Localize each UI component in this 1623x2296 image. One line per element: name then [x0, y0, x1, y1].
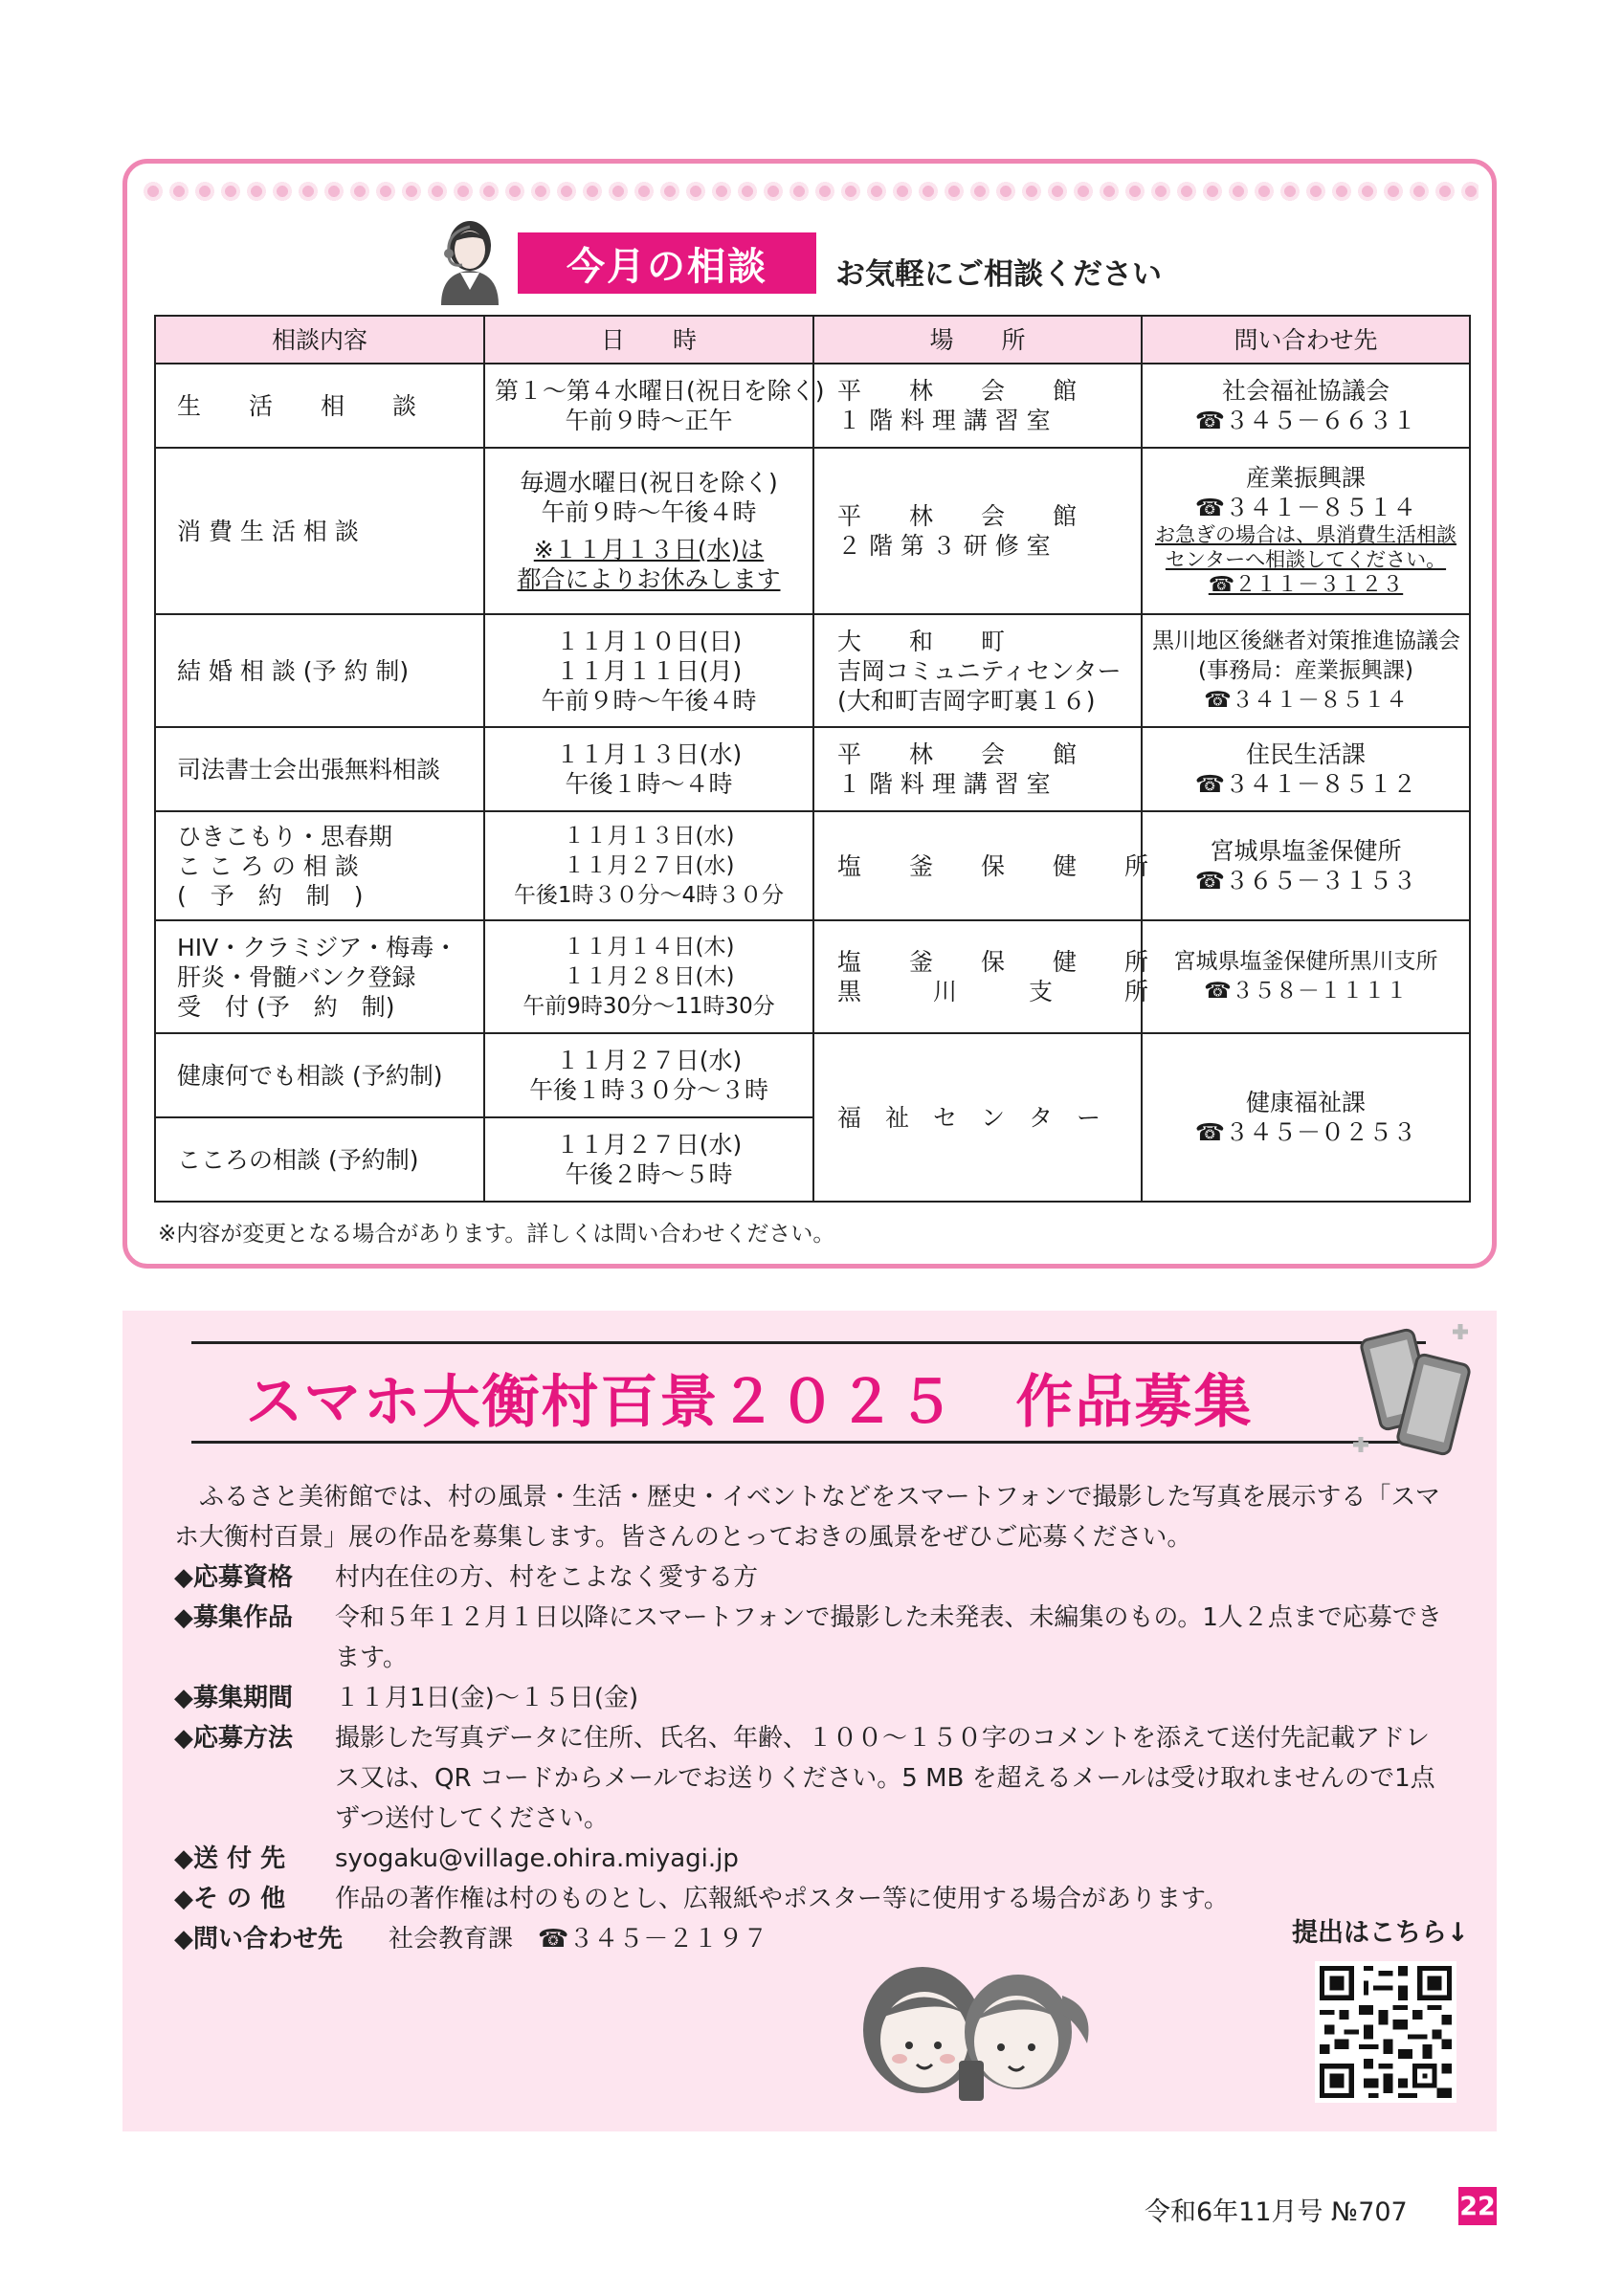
cell-place-merged: 福 祉 セ ン タ ー	[813, 1033, 1142, 1202]
table-row	[155, 1033, 1470, 1117]
submit-label: 提出はこちら↓	[1292, 1918, 1469, 1948]
header-content: 相談内容	[155, 316, 484, 364]
title-rule-top	[191, 1341, 1426, 1344]
table-row	[155, 448, 1470, 614]
email-link[interactable]: syogaku@village.ohira.miyagi.jp	[335, 1844, 739, 1873]
cell-datetime: １１月２７日(水) 午後１時３０分～３時	[484, 1033, 813, 1117]
table-row	[155, 364, 1470, 448]
consultation-box	[122, 159, 1497, 1269]
cell-content: ひきこもり・思春期 こ こ ろ の 相 談 ( 予 約 制 )	[155, 811, 484, 920]
operator-icon	[432, 213, 508, 305]
cell-datetime: １１月１０日(日) １１月１１日(月) 午前９時～午後４時	[484, 614, 813, 727]
consultation-note: ※内容が変更となる場合があります。詳しくは問い合わせください。	[158, 1222, 835, 1247]
cell-contact: 宮城県塩釜保健所 ☎３６５－３１５３	[1142, 811, 1470, 920]
cell-content: 生 活 相 談	[155, 364, 484, 448]
table-header-row	[155, 316, 1470, 364]
qr-code[interactable]	[1315, 1961, 1456, 2103]
cell-datetime: １１月２７日(水) 午後２時～５時	[484, 1117, 813, 1202]
cell-contact-merged: 健康福祉課 ☎３４５－０２５３	[1142, 1033, 1470, 1202]
cell-place: 平 林 会 館 １ 階 料 理 講 習 室	[813, 727, 1142, 811]
cell-datetime: １１月１４日(木) １１月２８日(木) 午前9時30分～11時30分	[484, 920, 813, 1033]
cell-contact: 黒川地区後継者対策推進協議会 (事務局：産業振興課) ☎３４１－８５１４	[1142, 614, 1470, 727]
smartphones-icon	[1347, 1314, 1491, 1468]
children-with-phone-icon	[836, 1957, 1104, 2101]
cell-contact: 産業振興課 ☎３４１－８５１４ お急ぎの場合は、県消費生活相談 センターへ相談してください。 ☎２１１－３１２３	[1142, 448, 1470, 614]
title-rule-bottom	[191, 1441, 1426, 1444]
cell-datetime: １１月１３日(水) １１月２７日(水) 午後1時３０分～4時３０分	[484, 811, 813, 920]
cell-place: 塩 釜 保 健 所 黒 川 支 所	[813, 920, 1142, 1033]
cell-place: 平 林 会 館 １ 階 料 理 講 習 室	[813, 364, 1142, 448]
cell-content: 結 婚 相 談 (予 約 制)	[155, 614, 484, 727]
consultation-title: 今月の相談	[518, 232, 816, 294]
consultation-table	[154, 315, 1471, 1203]
header-datetime: 日 時	[484, 316, 813, 364]
cell-contact: 宮城県塩釜保健所黒川支所 ☎３５８－１１１１	[1142, 920, 1470, 1033]
issue-info: 令和6年11月号 №707	[1145, 2197, 1408, 2227]
cell-contact: 社会福祉協議会 ☎３４５－６６３１	[1142, 364, 1470, 448]
cell-place: 平 林 会 館 ２ 階 第 ３ 研 修 室	[813, 448, 1142, 614]
header-place: 場 所	[813, 316, 1142, 364]
cell-content: こころの相談 (予約制)	[155, 1117, 484, 1202]
contest-title: スマホ大衡村百景２０２５ 作品募集	[245, 1369, 1254, 1436]
cell-content: 司法書士会出張無料相談	[155, 727, 484, 811]
table-row	[155, 920, 1470, 1033]
cell-content: 消 費 生 活 相 談	[155, 448, 484, 614]
header-contact: 問い合わせ先	[1142, 316, 1470, 364]
cell-content: HIV・クラミジア・梅毒・ 肝炎・骨髄バンク登録 受 付 (予 約 制)	[155, 920, 484, 1033]
cell-place: 大 和 町 吉岡コミュニティセンター (大和町吉岡字町裏１６)	[813, 614, 1142, 727]
cell-place: 塩 釜 保 健 所	[813, 811, 1142, 920]
page-number: 22	[1458, 2187, 1497, 2225]
photo-contest-section: スマホ大衡村百景２０２５ 作品募集 ふるさと美術館では、村の風景・生活・歴史・イベントなどをスマートフォンで撮影した写真を展示する「スマホ大衡村百景」展の作品を募集します。皆さんのとっておきの風景をぜひご応募ください。 ◆応募資格 村内在住の方、村をこよなく愛する方 ◆募集作品 令和５年１２月１日以降にスマートフォンで撮影した未発表、未編集のもの。1人２点まで応募できます。 ◆募集期間 １１月1日(金)～１５日(金) ◆応募方法 撮影した写真データに住所、氏名、年齢、１００～１５０字のコメントを添えて送付先記載アドレス又は、QR コードからメールでお送りください。5 MB を超えるメールは受け取れませんので1点ずつ送付してください。 ◆送 付 先 syogaku@village.ohira.miyagi.jp ◆そ の 他 作品の著作権は村のものとし、広報紙やポスター等に使用する場合があります。 ◆問い合わせ先 社会教育課 ☎３４５－２１９７ 提出はこちら↓	[122, 1311, 1497, 2131]
flower-border	[141, 179, 1478, 204]
table-row	[155, 614, 1470, 727]
consultation-subtitle: お気軽にご相談ください	[835, 257, 1162, 292]
contest-intro: ふるさと美術館では、村の風景・生活・歴史・イベントなどをスマートフォンで撮影した写真を展示する「スマホ大衡村百景」展の作品を募集します。皆さんのとっておきの風景をぜひご応募ください。	[174, 1483, 1440, 1552]
table-row	[155, 811, 1470, 920]
cell-datetime: 毎週水曜日(祝日を除く) 午前９時～午後４時 ※１１月１３日(水)は 都合によりお休みします	[484, 448, 813, 614]
table-row	[155, 727, 1470, 811]
cell-content: 健康何でも相談 (予約制)	[155, 1033, 484, 1117]
cell-contact: 住民生活課 ☎３４１－８５１２	[1142, 727, 1470, 811]
cell-datetime: 第１～第４水曜日(祝日を除く) 午前９時～正午	[484, 364, 813, 448]
cell-datetime: １１月１３日(水) 午後１時～４時	[484, 727, 813, 811]
